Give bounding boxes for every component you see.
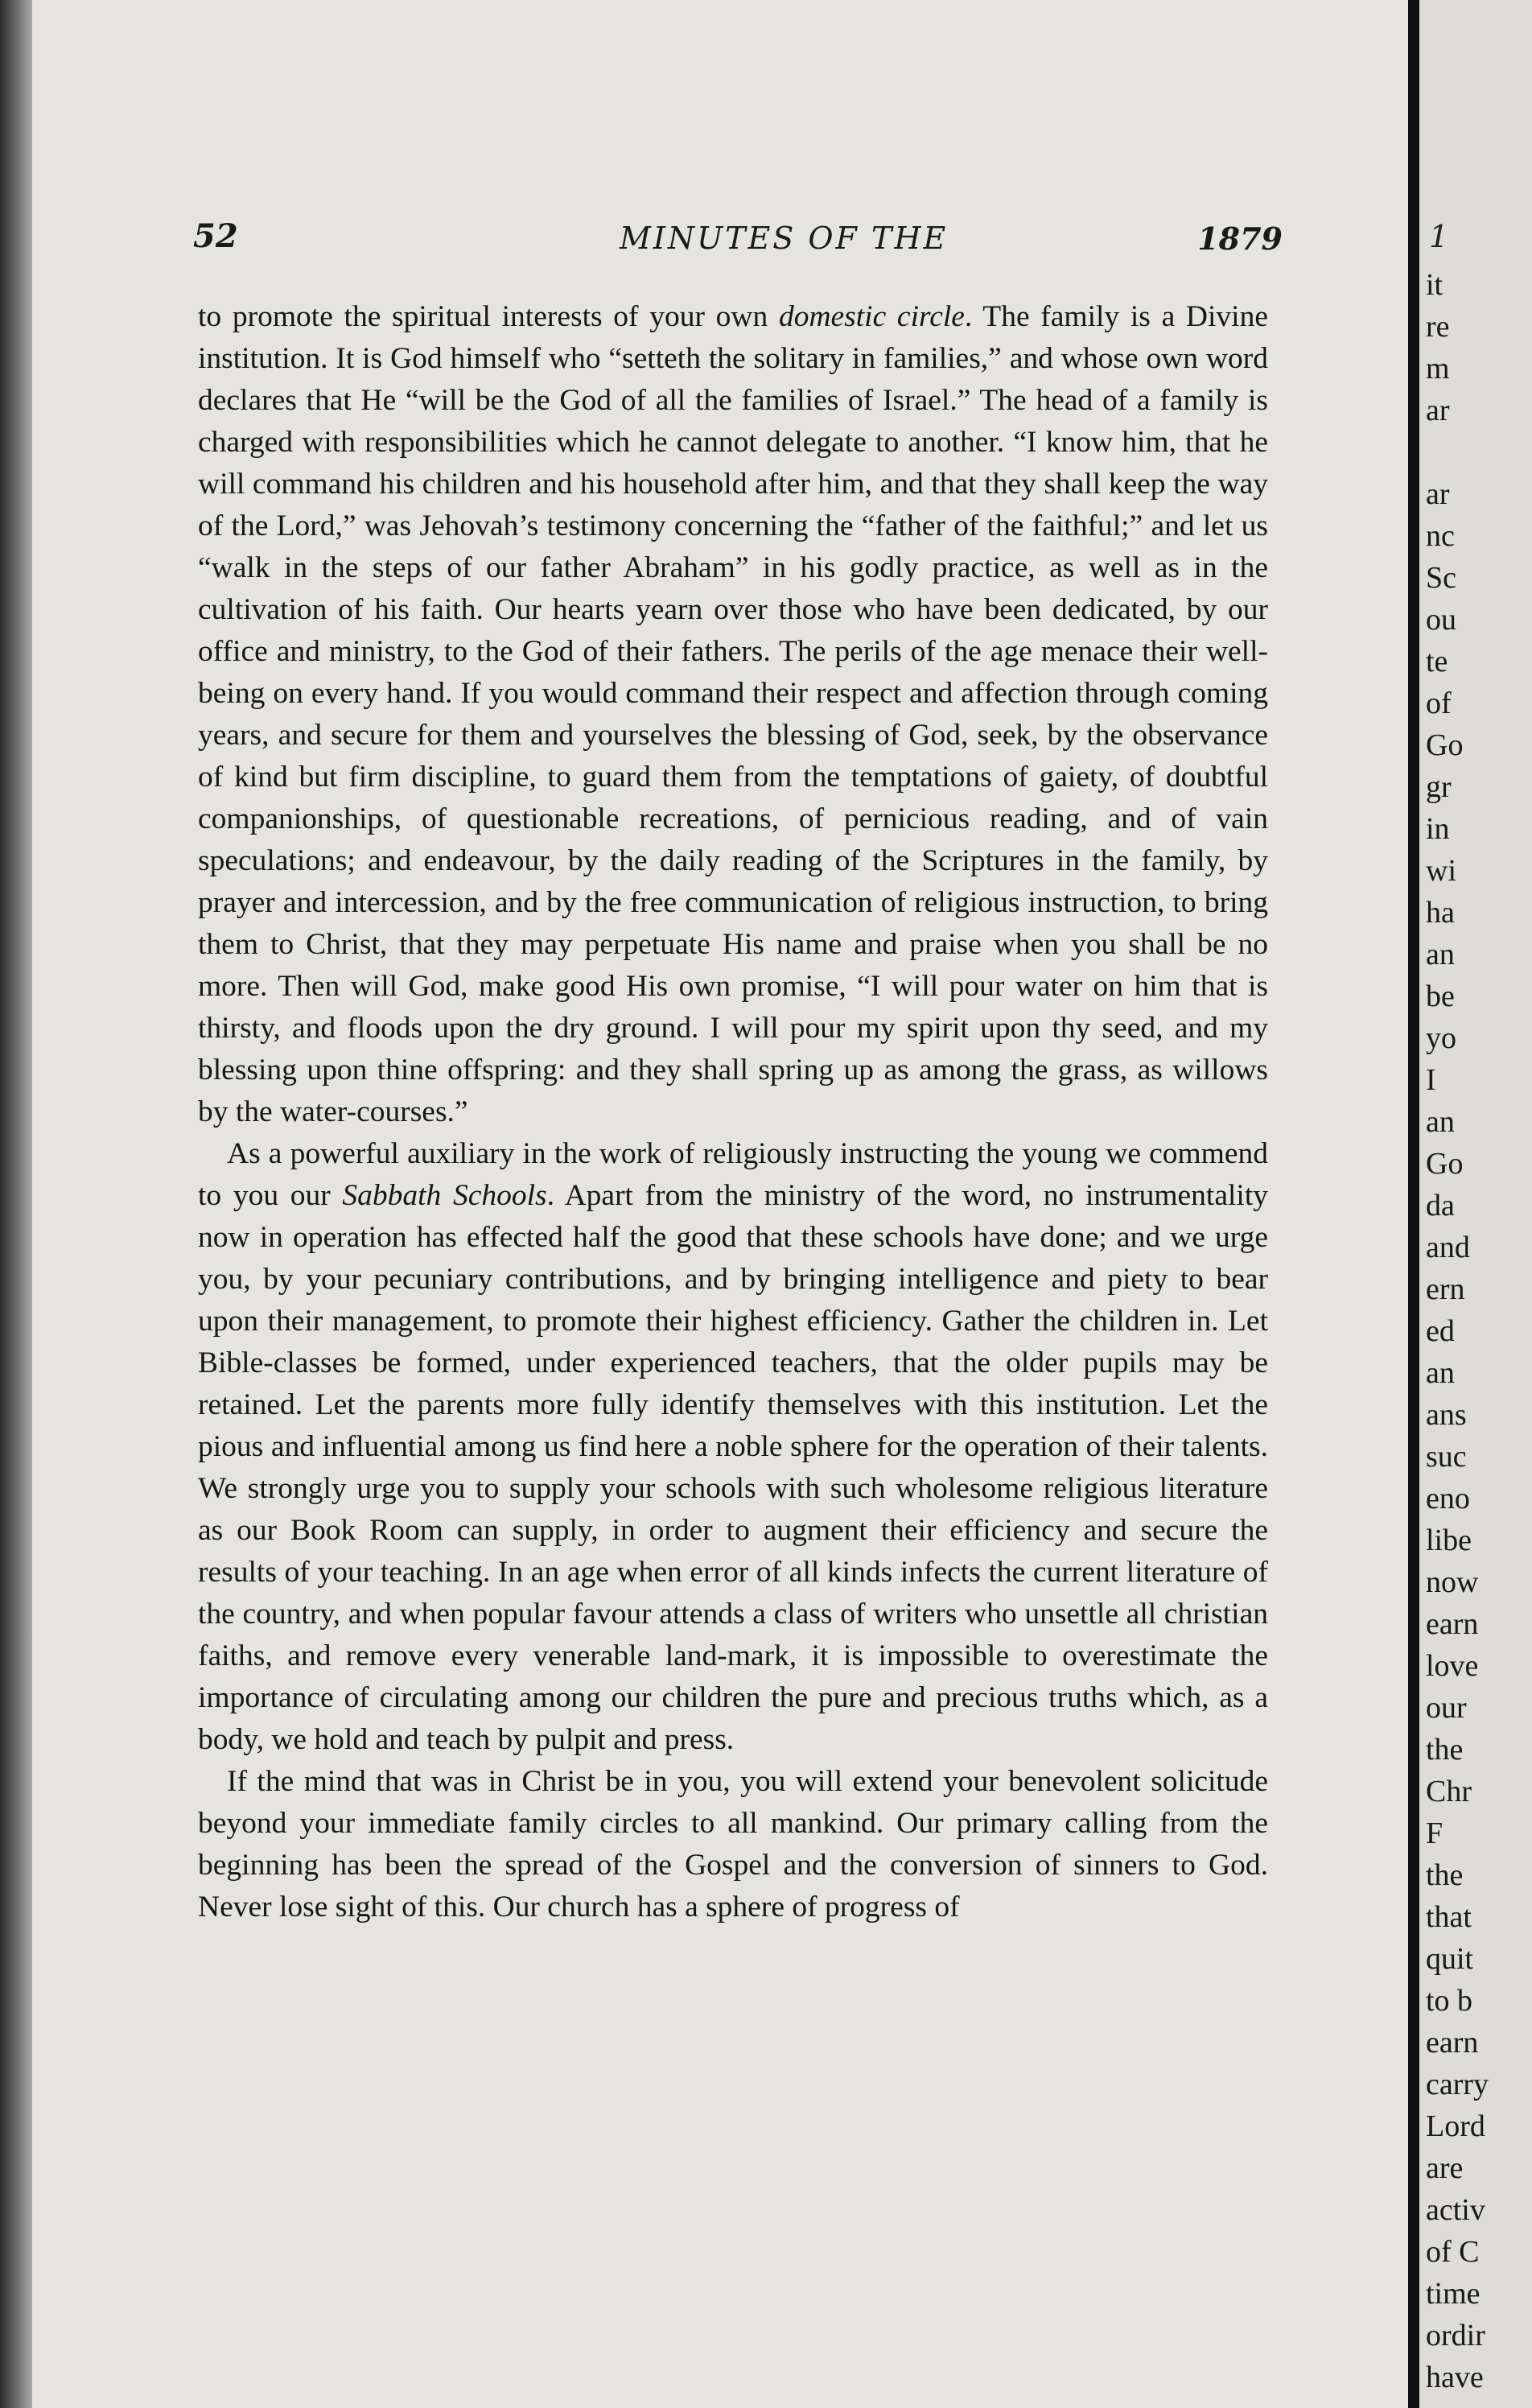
paragraph-mankind: If the mind that was in Christ be in you, you will extend your benevolent solicitude beyond your immediate family circles to all mankind. Our primary calling from the beginning has been the spread of the Gospel and the conversion of sinners to God. Never lose sight of this. Our church has a sphere of progress of (198, 1765, 1268, 1924)
page-body (198, 296, 1268, 1928)
paragraph-sabbath-schools: As a powerful auxiliary in the work of religiously instructing the young we commend to you our Sabbath Schools. Apart from the ministry of the word, no instrumentality now in operation has effected half the good that these schools have done; and we urge you, by your pecuniary contributions, and by bringing intelligence and piety to bear upon their management, to promote their highest efficiency. Gather the children in. Let Bible-classes be formed, under experienced teachers, that the older pupils may be retained. Let the parents more fully identify themselves with this institution. Let the pious and influential among us find here a noble sphere for the operation of their talents. We strongly urge you to supply your schools with such wholesome religious literature as our Book Room can supply, in order to augment their efficiency and secure the results of your teaching. In an age when error of all kinds infects the current literature of the country, and when popular favour attends a class of writers who unsettle all christian faiths, and remove every venerable land-mark, it is impossible to overestimate the importance of circulating among our children the pure and precious truths which, as a body, we hold and teach by pulpit and press. (198, 1137, 1268, 1756)
running-header (169, 217, 1295, 274)
paragraph-domestic-circle: to promote the spiritual interests of your own domestic circle. The family is a Divine institution. It is God himself who “setteth the solitary in families,” and whose own word declares that He “will be the God of all the families of Israel.” The head of a family is charged with responsibilities which he cannot delegate to another. “I know him, that he will command his children and his household after him, and that they shall keep the way of the Lord,” was Jehovah’s testimony concerning the “father of the faithful;” and let us “walk in the steps of our father Abraham” in his godly practice, as well as in the cultivation of his faith. Our hearts yearn over those who have been dedicated, by our office and ministry, to the God of their fathers. The perils of the age menace their well-being on every hand. If you would command their respect and affection through coming years, and secure for them and yourselves the blessing of God, seek, by the observance of kind but firm discipline, to guard them from the temptations of gaiety, of doubtful companionships, of questionable recreations, of pernicious reading, and of vain speculations; and endeavour, by the daily reading of the Scriptures in the family, by prayer and intercession, and by the free communication of religious instruction, to bring them to Christ, that they may perpetuate His name and praise when you shall be no more. Then will God, make good His own promise, “I will pour water on him that is thirsty, and floods upon the dry ground. I will pour my spirit upon thy seed, and my blessing upon thine offspring: and they shall spring up as among the grass, as willows by the water-courses.” (198, 300, 1268, 1128)
adjacent-page-text: it re m ar ar nc Sc ou te of Go gr in wi ha an be yo I an Go da and ern ed an ans suc eno libe now earn love our the Chr F the that quit to b earn carry Lord are activ of C time ordir have (1426, 268, 1489, 2394)
running-title: MINUTES OF THE (620, 221, 949, 256)
adjacent-page-strip (1419, 0, 1532, 2408)
adjacent-page-number: 1 (1429, 219, 1449, 254)
page-gutter (1408, 0, 1419, 2408)
running-year: 1879 (1197, 221, 1283, 257)
page-number: 52 (193, 217, 238, 255)
scan-border (0, 0, 32, 2408)
